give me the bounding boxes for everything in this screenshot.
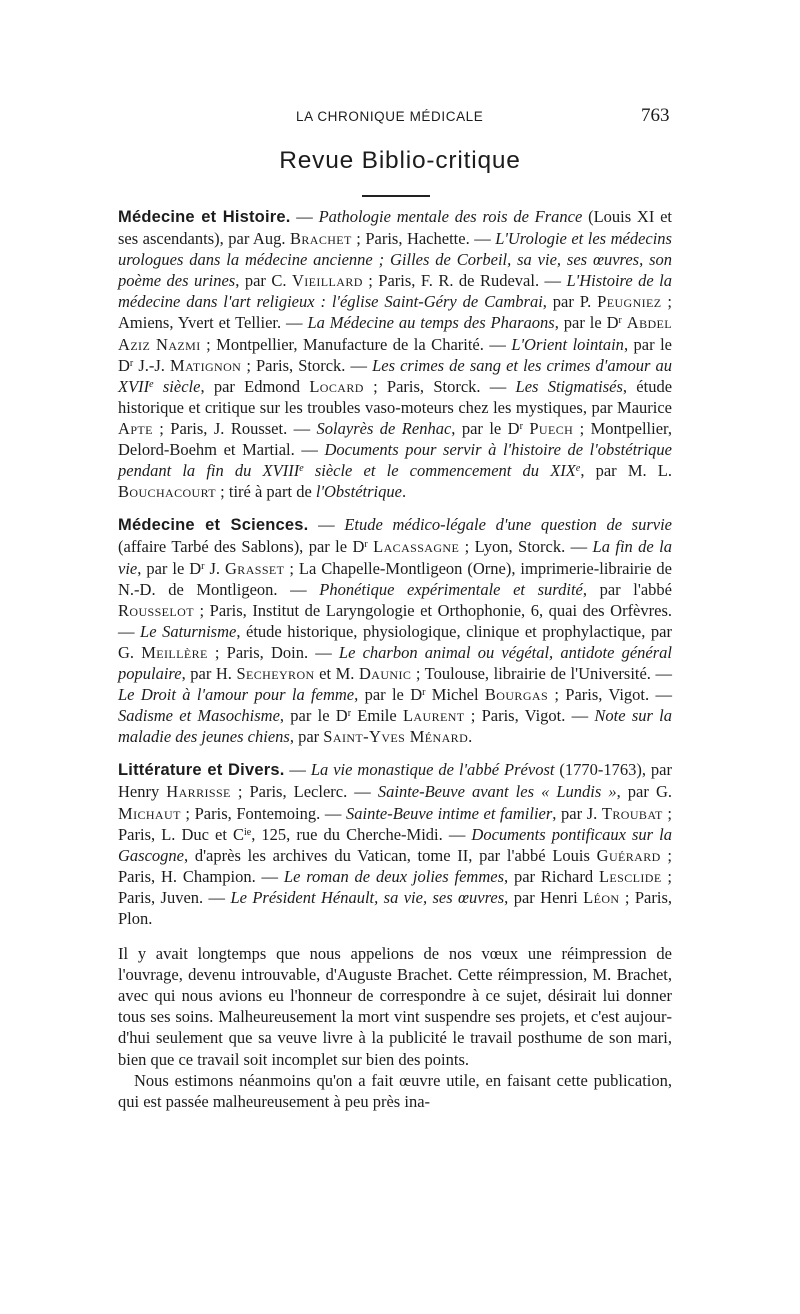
text-run: . xyxy=(401,482,407,502)
section-litterature-divers xyxy=(118,759,672,929)
text-run: . xyxy=(468,727,473,747)
text-run: ; Paris, Vigot. — xyxy=(464,706,595,726)
text-run: ; Montpellier, Manufacture de la Charité. — xyxy=(200,334,512,354)
work-title: Solayrès de Renhac xyxy=(316,418,452,438)
author-name: Brachet xyxy=(289,229,352,249)
work-title: Documents pour servir à l'histoire de l'obstétrique pendant la fin du XVIII xyxy=(118,440,673,481)
author-name: Saint-Yves Ménard xyxy=(323,727,469,747)
text-run: ; Paris, L. Duc et C xyxy=(118,803,672,844)
author-name: Puech xyxy=(529,418,574,438)
text-run: , par le D xyxy=(554,313,619,333)
text-run: (Louis XI et ses ascendants), par Aug. xyxy=(118,207,673,249)
author-name: Bourgas xyxy=(484,685,549,705)
text-run: ; Paris, Storck. — xyxy=(363,376,516,396)
text-run: , par H. xyxy=(181,663,237,683)
text-run: ; Paris, F. R. de Rudeval. — xyxy=(362,271,567,291)
text-run: , par le D xyxy=(451,418,520,438)
text-run: ; La Chapelle-Montligeon (Orne), imprimerie-librairie de N.-D. de Montligeon. — xyxy=(118,558,672,599)
running-head xyxy=(0,107,800,129)
text-run: ; Paris, J. Rousset. — xyxy=(152,418,317,438)
author-name: Secheyron xyxy=(236,663,315,683)
text-run: J.-J. xyxy=(133,355,171,375)
work-title: Phonétique expérimentale et surdité xyxy=(319,579,583,599)
work-title: Etude médico-légale d'une question de survie xyxy=(344,515,673,535)
section-heading: Médecine et Histoire. xyxy=(118,208,291,226)
text-run: , par l'abbé xyxy=(582,579,672,599)
text-run: (1770-1763), par Henry xyxy=(118,760,672,802)
author-name: Grasset xyxy=(224,558,285,578)
work-title: Le roman de deux jolies femmes xyxy=(283,866,504,886)
text-run: , d'après les archives du Vatican, tome II, par l'abbé Louis xyxy=(183,845,597,865)
author-name: Rousselot xyxy=(118,600,194,620)
section-heading: Littérature et Divers. xyxy=(118,761,285,780)
text-run: ; Paris, H. Champion. — xyxy=(118,845,672,886)
text-run: , par C. xyxy=(235,271,292,291)
text-run: , par M. L. xyxy=(580,461,672,481)
text-run: , par G. xyxy=(616,782,672,802)
section-heading: Médecine et Sciences. xyxy=(118,516,309,535)
text-run: ; Paris, Hachette. — xyxy=(351,229,496,249)
text-run: ; Paris, Institut de Laryngologie et Orthophonie, 6, quai des Orfèvres. — xyxy=(118,600,672,641)
text-run: ; Lyon, Storck. — xyxy=(459,537,593,557)
work-title: Note sur la maladie des jeunes chiens xyxy=(118,706,673,747)
work-title: Sainte-Beuve intime et familier xyxy=(346,803,553,823)
commentary-paragraph: Nous estimons néanmoins qu'on a fait œuvre utile, en faisant cette publication, qui est passée malheureusement à peu près ina- xyxy=(118,1070,672,1111)
work-title: e xyxy=(299,463,304,475)
text-run: Michel xyxy=(425,685,485,705)
section-text xyxy=(118,515,672,746)
work-title: L'Histoire de la médecine dans l'art religieux : l'église Saint-Géry de Cambrai xyxy=(118,271,673,312)
work-title: Le Droit à l'amour pour la femme xyxy=(118,685,355,705)
author-name: Lesclide xyxy=(598,866,662,886)
author-name: Apte xyxy=(118,418,153,438)
text-run: ; Paris, Leclerc. — xyxy=(230,782,378,802)
text-run: , par le D xyxy=(354,685,423,705)
text-run: ; Paris, Vigot. — xyxy=(548,685,672,705)
text-run: , par Edmond xyxy=(200,376,310,396)
text-run: r xyxy=(201,560,205,572)
text-run: ; Paris, Plon. xyxy=(118,887,672,928)
author-name: Matignon xyxy=(170,355,242,375)
text-run: r xyxy=(519,420,523,432)
text-run: ; Paris, Fontemoing. — xyxy=(180,803,346,823)
work-title: Documents pontificaux sur la Gascogne xyxy=(118,824,673,865)
author-name: Vieillard xyxy=(291,271,363,291)
author-name: Léon xyxy=(583,887,620,907)
page-number: 763 xyxy=(641,105,670,126)
work-title: La fin de la vie xyxy=(118,537,672,578)
text-run: ; Montpellier, Delord-Boehm et Martial. — xyxy=(118,418,673,460)
text-run: r xyxy=(364,539,368,551)
text-run: , 125, rue du Cherche-Midi. — xyxy=(251,824,472,844)
work-title: siècle et le commencement du XIX xyxy=(303,461,576,481)
text-run: J. xyxy=(204,558,225,578)
author-name: Laurent xyxy=(402,706,465,726)
author-name: Guérard xyxy=(596,845,661,865)
text-run: , par P. xyxy=(542,292,598,312)
article-body xyxy=(118,206,672,1112)
author-name: Locard xyxy=(309,376,364,396)
author-name: Harrisse xyxy=(166,782,231,802)
text-run: ie xyxy=(244,826,252,838)
text-run: , étude historique et critique sur les troubles vaso-moteurs chez les mystiques, par Maurice xyxy=(118,376,673,417)
text-run: , par Henri xyxy=(504,887,584,907)
work-title: siècle xyxy=(153,376,201,396)
author-name: Meillère xyxy=(141,642,208,662)
work-title: Les crimes de sang et les crimes d'amour au XVII xyxy=(118,355,672,396)
author-name: Troubat xyxy=(601,803,663,823)
work-title: Les Stigmatisés xyxy=(515,376,623,396)
work-title: Sadisme et Masochisme xyxy=(118,706,280,726)
work-title: La Médecine au temps des Pharaons xyxy=(307,313,555,333)
text-run: r xyxy=(347,708,352,720)
author-name: Peugniez xyxy=(597,292,662,312)
text-run: , par le D xyxy=(137,558,202,578)
article-title: Revue Biblio-critique xyxy=(279,147,521,174)
work-title: Le Saturnisme xyxy=(140,621,237,641)
text-run: ; Toulouse, librairie de l'Université. — xyxy=(411,663,672,683)
text-run: ; Paris, Storck. — xyxy=(241,355,373,375)
work-title: L'Orient lointain xyxy=(511,334,624,354)
work-title: Le charbon animal ou végétal, antidote général populaire xyxy=(118,642,672,683)
text-run: et M. xyxy=(314,663,359,683)
text-run: , par le D xyxy=(118,334,672,375)
text-run: r xyxy=(129,357,134,369)
work-title: e xyxy=(149,378,154,390)
section-text xyxy=(118,207,672,501)
work-title: e xyxy=(575,463,581,475)
text-run: ; tiré à part de xyxy=(216,482,316,502)
section-text xyxy=(118,760,672,928)
text-run: — xyxy=(308,515,345,535)
text-run: r xyxy=(618,315,622,327)
author-name: Abdel Aziz Nazmi xyxy=(118,313,672,354)
text-run: — xyxy=(284,760,311,780)
work-title: L'Urologie et les médecins urologues dans la médecine ancienne ; Gilles de Corbeil, sa vie, ses œuvres, son poème des urines xyxy=(118,229,672,291)
section-medecine-histoire xyxy=(118,206,672,502)
text-run: , par xyxy=(289,727,324,747)
text-run: r xyxy=(422,687,426,699)
author-name: Lacassagne xyxy=(373,537,460,557)
journal-title: LA CHRONIQUE MÉDICALE xyxy=(296,109,484,124)
section-medecine-sciences xyxy=(118,514,672,747)
work-title: Pathologie mentale des rois de France xyxy=(318,207,583,226)
text-run: ; Paris, Juven. — xyxy=(118,866,672,907)
commentary xyxy=(118,943,672,1112)
work-title: Le Président Hénault, sa vie, ses œuvres xyxy=(230,887,505,907)
text-run: Emile xyxy=(351,706,403,726)
commentary-paragraph: Il y avait longtemps que nous appelions de nos vœux une réimpression de l'ouvrage, devenu introuvable, d'Auguste Brachet. Cette réimpression, M. Brachet, avec qui nous avions eu l'honneur de correspondre à ce sujet, désirait lui donner tous ses soins. Malheureusement la mort vint suspendre ses projets, et c'est aujourd'hui seulement que sa veuve livre à la publicité le travail posthume de son mari, bien que ce travail soit incomplet sur bien des points. xyxy=(118,944,672,1069)
work-title: La vie monastique de l'abbé Prévost xyxy=(310,760,555,780)
title-rule xyxy=(362,195,430,197)
text-run: , par J. xyxy=(552,803,602,823)
text-run: (affaire Tarbé des Sablons), par le D xyxy=(118,537,365,557)
text-run: , par le D xyxy=(279,706,348,726)
work-title: l'Obstétrique xyxy=(315,482,402,502)
text-run: , par Richard xyxy=(504,866,599,886)
author-name: Daunic xyxy=(358,663,412,683)
author-name: Michaut xyxy=(118,803,181,823)
text-run: — xyxy=(290,207,319,226)
author-name: Bouchacourt xyxy=(118,482,217,502)
work-title: Sainte-Beuve avant les « Lundis » xyxy=(377,782,617,802)
text-run: ; Amiens, Yvert et Tellier. — xyxy=(118,292,672,333)
text-run: , étude historique, physiologique, clinique et prophylactique, par G. xyxy=(118,621,672,662)
text-run: ; Paris, Doin. — xyxy=(207,642,339,662)
